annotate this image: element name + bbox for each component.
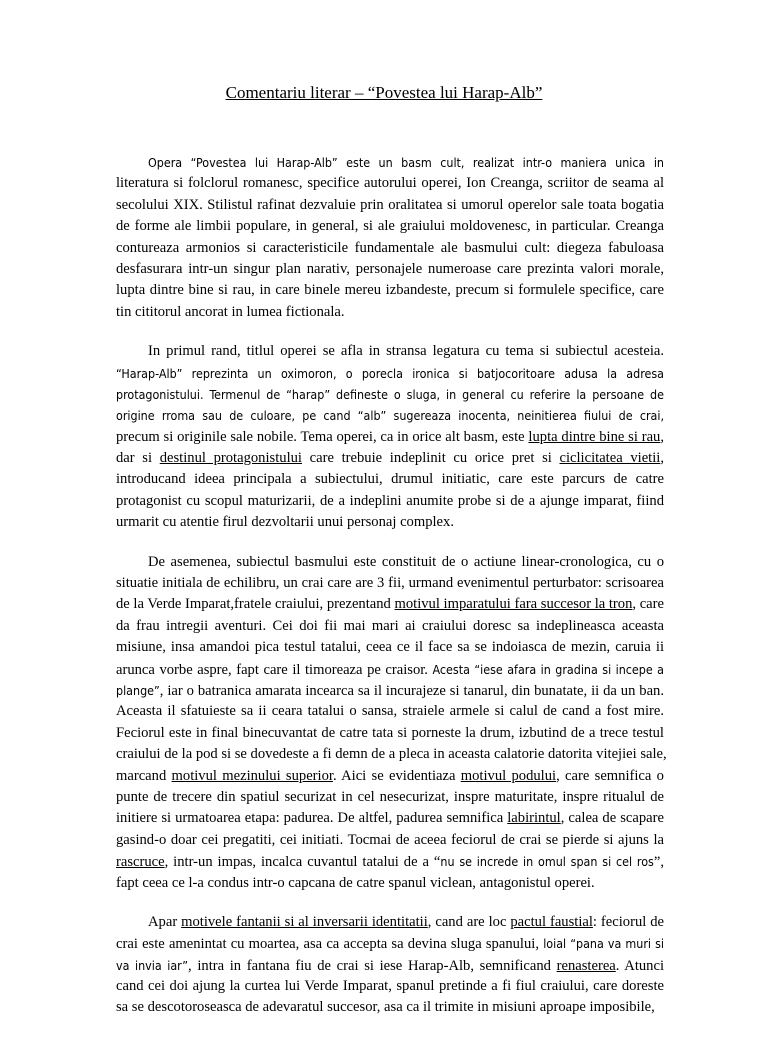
text-run: situatie initiala de echilibru, un crai care are 3 fii, urmand evenimentul perturbator: scrisoarea	[116, 575, 664, 592]
underlined-phrase: pactul faustial	[510, 913, 593, 930]
underlined-phrase: motivul mezinului superior	[171, 767, 333, 784]
text-run: Acesta “iese afara in gradina si incepe a	[432, 661, 664, 677]
text-run: va invia iar”	[116, 957, 189, 973]
text-run: gasind-o doar cei pregatiti, cei initiati. Tocmai de aceea feciorul de crai se pierde si ajuns la	[116, 831, 664, 848]
text-run: precum si originile sale nobile. Tema operei, ca in orice alt basm, este	[116, 428, 529, 445]
underlined-phrase: rascruce	[116, 854, 165, 871]
text-run: “Harap-Alb” reprezinta un oximoron, o porecla ironica si batjocoritoare adusa la adresa	[116, 365, 664, 381]
text-run: , intra in fantana fiu de crai si iese Harap-Alb, semnificand	[188, 957, 557, 974]
text-line	[116, 491, 664, 512]
text-line	[116, 637, 664, 658]
text-line	[116, 830, 664, 851]
document-body	[116, 152, 667, 1037]
text-line	[116, 152, 664, 173]
text-run: tin cititorul ancorat in lumea fictionala.	[116, 303, 345, 320]
text-line	[116, 912, 664, 933]
underlined-phrase: motivele fantanii si al inversarii identitatii	[181, 913, 428, 930]
text-run: dar si	[116, 450, 160, 467]
text-run: Apar	[148, 913, 182, 930]
text-line	[116, 723, 664, 744]
text-run: , intr-un impas, incalca cuvantul tatalui de a “	[164, 854, 441, 871]
text-run: care trebuie indeplinit cu orice pret si	[301, 450, 560, 467]
document-title: Comentariu literar – “Povestea lui Harap-Alb”	[225, 83, 543, 102]
text-line	[116, 384, 664, 405]
text-line	[116, 552, 664, 573]
text-line	[116, 448, 664, 469]
text-run: Aceasta il sfatuieste sa ii ceara tatalui o sansa, straiele armele si calul de cand a fost mire.	[116, 703, 664, 720]
text-line	[116, 873, 664, 894]
text-run: , iar o batranica amarata incearca sa il incurajeze si tanarul, din bunatate, ii da un ban.	[159, 682, 664, 699]
text-run: secolului XIX. Stilistul rafinat dezvaluie prin oralitatea si umorul operelor sale toata bogatia	[116, 196, 664, 213]
text-run: de la Verde Imparat,fratele craiului, prezentand	[116, 596, 395, 613]
text-run: : feciorul de	[592, 913, 665, 930]
text-run: arunca vorbe aspre, fapt care il timoreaza pe craisor.	[116, 661, 433, 678]
text-line	[116, 766, 664, 787]
text-line	[116, 955, 664, 976]
text-run: ,	[660, 450, 664, 467]
underlined-phrase: destinul protagonistului	[159, 450, 302, 467]
text-run: desfasurara intr-un singur plan narativ, personajele numeroase care prezinta valori morale,	[116, 260, 664, 277]
text-run: fapt ceea ce l-a condus intr-o capcana de catre spanul viclean, antagonistul operei.	[116, 874, 595, 891]
text-line	[116, 808, 664, 829]
underlined-phrase: ciclicitatea vietii	[559, 450, 661, 467]
text-run: , care	[632, 596, 664, 613]
underlined-phrase: lupta dintre bine si rau	[528, 428, 661, 445]
text-line	[116, 341, 664, 362]
text-line	[116, 280, 664, 301]
text-line	[116, 997, 664, 1018]
text-run: plange”	[116, 682, 160, 698]
text-line	[116, 659, 664, 680]
text-line	[116, 405, 664, 426]
text-line	[116, 238, 664, 259]
text-run: . Aici se evidentiaza	[332, 767, 461, 784]
text-run: protagonist cu scopul maturizarii, de a indeplini anumite probe si de a ajunge imparat, fiind	[116, 492, 664, 509]
text-run: loial “pana va muri si	[543, 936, 664, 952]
text-run: , calea de scapare	[560, 810, 664, 827]
text-run: . Atunci	[615, 957, 665, 974]
text-run: De asemenea, subiectul basmului este constituit de o actiune linear-cronologica, cu o	[148, 553, 664, 570]
text-run: ,	[660, 428, 664, 445]
text-run: Opera “Povestea lui Harap-Alb” este un basm cult, realizat intr-o maniera unica in	[148, 155, 664, 170]
text-run: marcand	[116, 767, 172, 784]
text-run: misiune, insa amandoi pica testul tatalui, ceea ce il face sa se indoiasca de mezin, caruia ii	[116, 639, 664, 656]
paragraph	[116, 552, 667, 894]
text-line	[116, 933, 664, 954]
underlined-phrase: renasterea	[556, 957, 616, 974]
text-run: lupta dintre bine si rau, in care binele mereu izbandeste, precum si formulele specifice, care	[116, 282, 664, 299]
text-line	[116, 512, 664, 533]
text-line	[116, 195, 664, 216]
text-run: contureaza armonios si caracteristicile fundamentale ale basmului cult: diegeza fabuloasa	[116, 239, 664, 256]
paragraph	[116, 912, 664, 1019]
text-run: , cand are loc	[427, 913, 511, 930]
text-run: de forme ale limbii populare, in general, si ale graiului moldovenesc, in particular. Creanga	[116, 218, 664, 235]
text-line	[116, 427, 664, 448]
text-run: , care semnifica o	[556, 767, 664, 784]
paragraph	[116, 341, 664, 534]
text-line	[116, 173, 664, 194]
text-line	[116, 469, 664, 490]
text-run: In primul rand, titlul operei se afla in stransa legatura cu tema si subiectul acesteia.	[148, 343, 664, 360]
text-run: protagonistului. Termenul de “harap” defineste o sluga, in general cu referire la persoane de	[116, 386, 664, 402]
text-run: Feciorul este in final binecuvantat de catre tata si porneste la drum, izbutind de a trece testul	[116, 724, 664, 741]
text-line	[116, 259, 664, 280]
underlined-phrase: motivul podului	[460, 767, 557, 784]
text-line	[116, 594, 664, 615]
text-run: cand cei doi ajung la curtea lui Verde Imparat, spanul pretinde a fi fiul craiului, care doreste	[116, 978, 664, 995]
text-run: crai este amenintat cu moartea, asa ca accepta sa devina sluga spanului,	[116, 936, 544, 953]
text-run: da frau intregii aventuri. Cei doi fii mai mari ai craiului doresc sa indeplineasca aceasta	[116, 617, 664, 634]
text-run: punte de trecere din spatiul securizat in cel nesecurizat, inspre maturitate, inspre ritualul de	[116, 788, 664, 805]
text-line	[116, 616, 664, 637]
text-run: sa se descotoroseasca de adevaratul succesor, asa ca il trimite in misiuni aproape imposibile,	[116, 999, 655, 1016]
underlined-phrase: motivul imparatului fara succesor la tron	[394, 596, 633, 613]
text-line	[116, 744, 667, 765]
text-run: literatura si folclorul romanesc, specifice autorului operei, Ion Creanga, scriitor de seama al	[116, 175, 664, 192]
underlined-phrase: labirintul	[507, 810, 561, 827]
text-run: initiere si urmatoarea etapa: padurea. De altfel, padurea semnifica	[116, 810, 508, 827]
text-line	[116, 976, 664, 997]
text-line	[116, 787, 664, 808]
text-line	[116, 363, 664, 384]
text-line	[116, 302, 664, 323]
text-run: introducand ideea principala a subiectului, drumul initiatic, care este parcurs de catre	[116, 471, 664, 488]
text-run: urmarit cu atentie firul dezvoltarii unui personaj complex.	[116, 514, 454, 531]
text-line	[116, 216, 664, 237]
text-run: craiului de la pod si se dovedeste a fi demn de a pleca in aceasta calatorie datorita vitejiei sale,	[116, 746, 667, 763]
text-run: origine rroma sau de culoare, pe cand “alb” sugereaza inocenta, neinitierea fiului de crai,	[116, 408, 664, 424]
text-run: nu se increde in omul span si cel ros	[440, 854, 654, 870]
paragraph	[116, 152, 664, 323]
text-line	[116, 701, 664, 722]
text-line	[116, 680, 664, 701]
text-line	[116, 851, 664, 872]
text-run: ”,	[653, 854, 664, 871]
text-line	[116, 573, 664, 594]
